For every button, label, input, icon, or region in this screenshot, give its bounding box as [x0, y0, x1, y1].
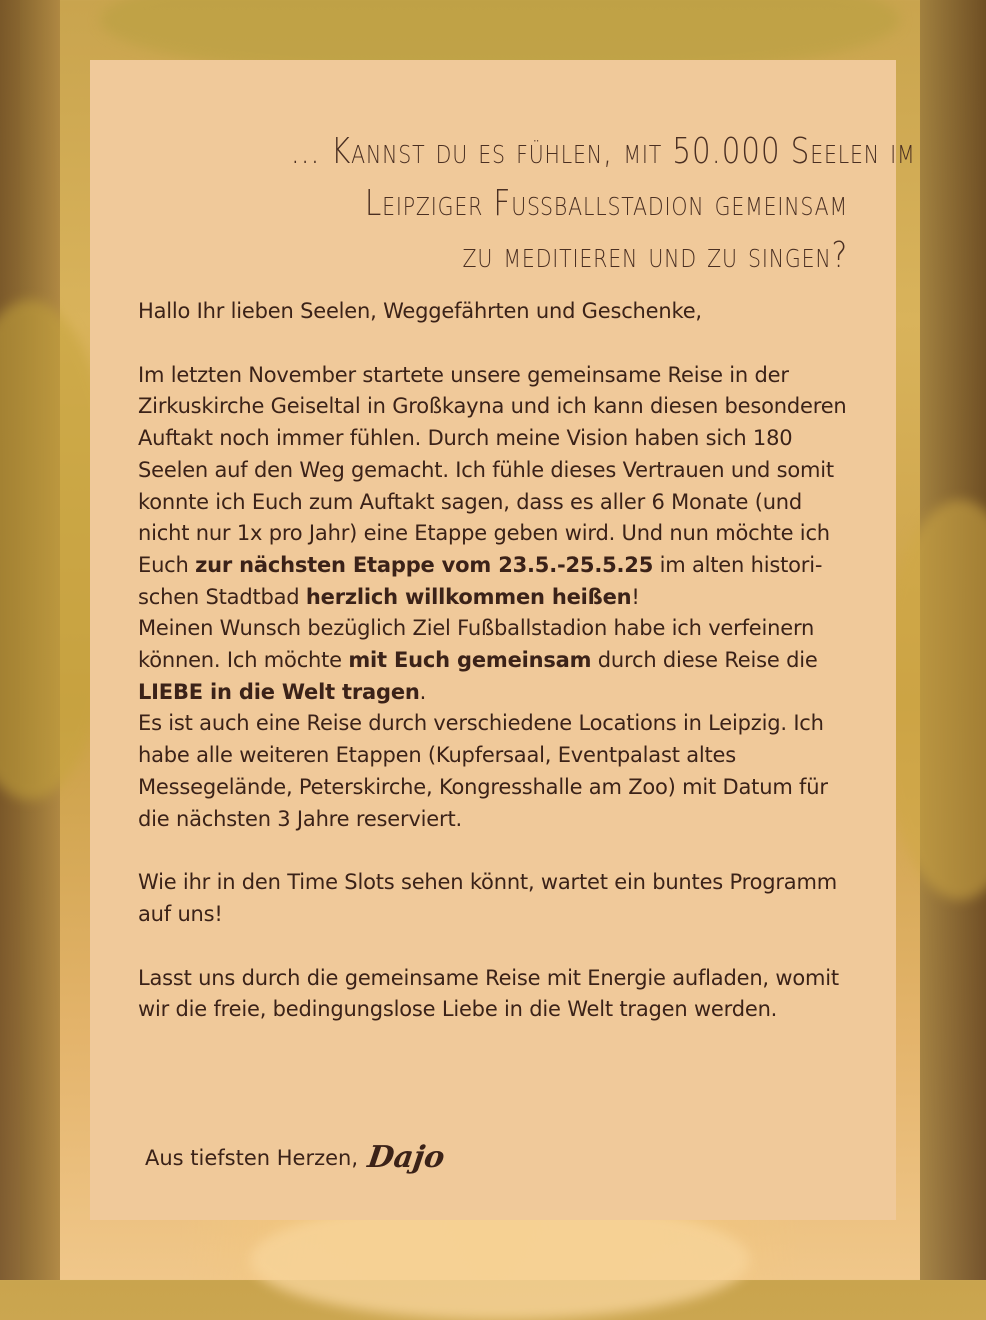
- headline: [290, 126, 916, 282]
- paragraph-locations: Es ist auch eine Reise durch verschiedene Locations in Leipzig. Ich habe alle weiteren Etappen (Kupfersaal, Eventpalast altes Messegelände, Peterskirche, Kongresshalle am Zoo) mit Datum für die nächsten 3 Jahre reserviert.: [138, 711, 828, 831]
- welcome-emphasis: herzlich willkommen heißen: [305, 584, 632, 609]
- signoff-text: Aus tiefsten Herzen,: [145, 1145, 359, 1170]
- paragraph-journey: [138, 360, 858, 614]
- next-stage-dates: zur nächsten Etappe vom 23.5.-25.5.25: [195, 552, 654, 577]
- paragraph-program: Wie ihr in den Time Slots sehen könnt, wartet ein buntes Programm auf uns!: [138, 870, 837, 926]
- signature: Dajo: [365, 1140, 447, 1175]
- paragraph-wish: [138, 613, 858, 708]
- letter-body: [138, 296, 858, 1026]
- headline-line-2: Leipziger Fußballstadion gemeinsam: [364, 183, 848, 224]
- headline-line-3: zu meditieren und zu singen?: [462, 235, 848, 276]
- letter-panel: [90, 60, 916, 1220]
- headline-line-1: … Kannst du es fühlen, mit 50.000 Seelen im: [290, 131, 916, 172]
- greeting: Hallo Ihr lieben Seelen, Weggefährten und Geschenke,: [138, 299, 702, 323]
- text-span: Im letzten November startete unsere gemeinsame Reise in der Zirkuskirche Geiseltal in Großkayna und ich kann diesen besonderen Auftakt noch immer fühlen. Durch meine Vision haben sich 180 Seelen auf den Weg gemacht. Ich fühle dieses Vertrauen und somit konnte ich Euch zum Auftakt sagen, dass es aller 6 Monate (und nicht nur 1x pro Jahr) eine Etappe geben wird. Und nun möchte ich Euch: [138, 362, 847, 577]
- love-emphasis: LIEBE in die Welt tragen: [138, 679, 420, 704]
- text-span: durch diese Reise die: [591, 648, 818, 673]
- text-span: !: [631, 584, 640, 609]
- signoff: [145, 1140, 447, 1175]
- text-span: im alten historischen Stadtbad: [138, 552, 823, 609]
- text-span: .: [419, 679, 427, 704]
- paragraph-energy: Lasst uns durch die gemeinsame Reise mit Energie aufladen, womit wir die freie, bedingungslose Liebe in die Welt tragen werden.: [138, 965, 839, 1022]
- together-emphasis: mit Euch gemeinsam: [348, 648, 592, 673]
- text-span: Meinen Wunsch bezüglich Ziel Fußballstadion habe ich verfeinern können. Ich möchte: [138, 616, 815, 673]
